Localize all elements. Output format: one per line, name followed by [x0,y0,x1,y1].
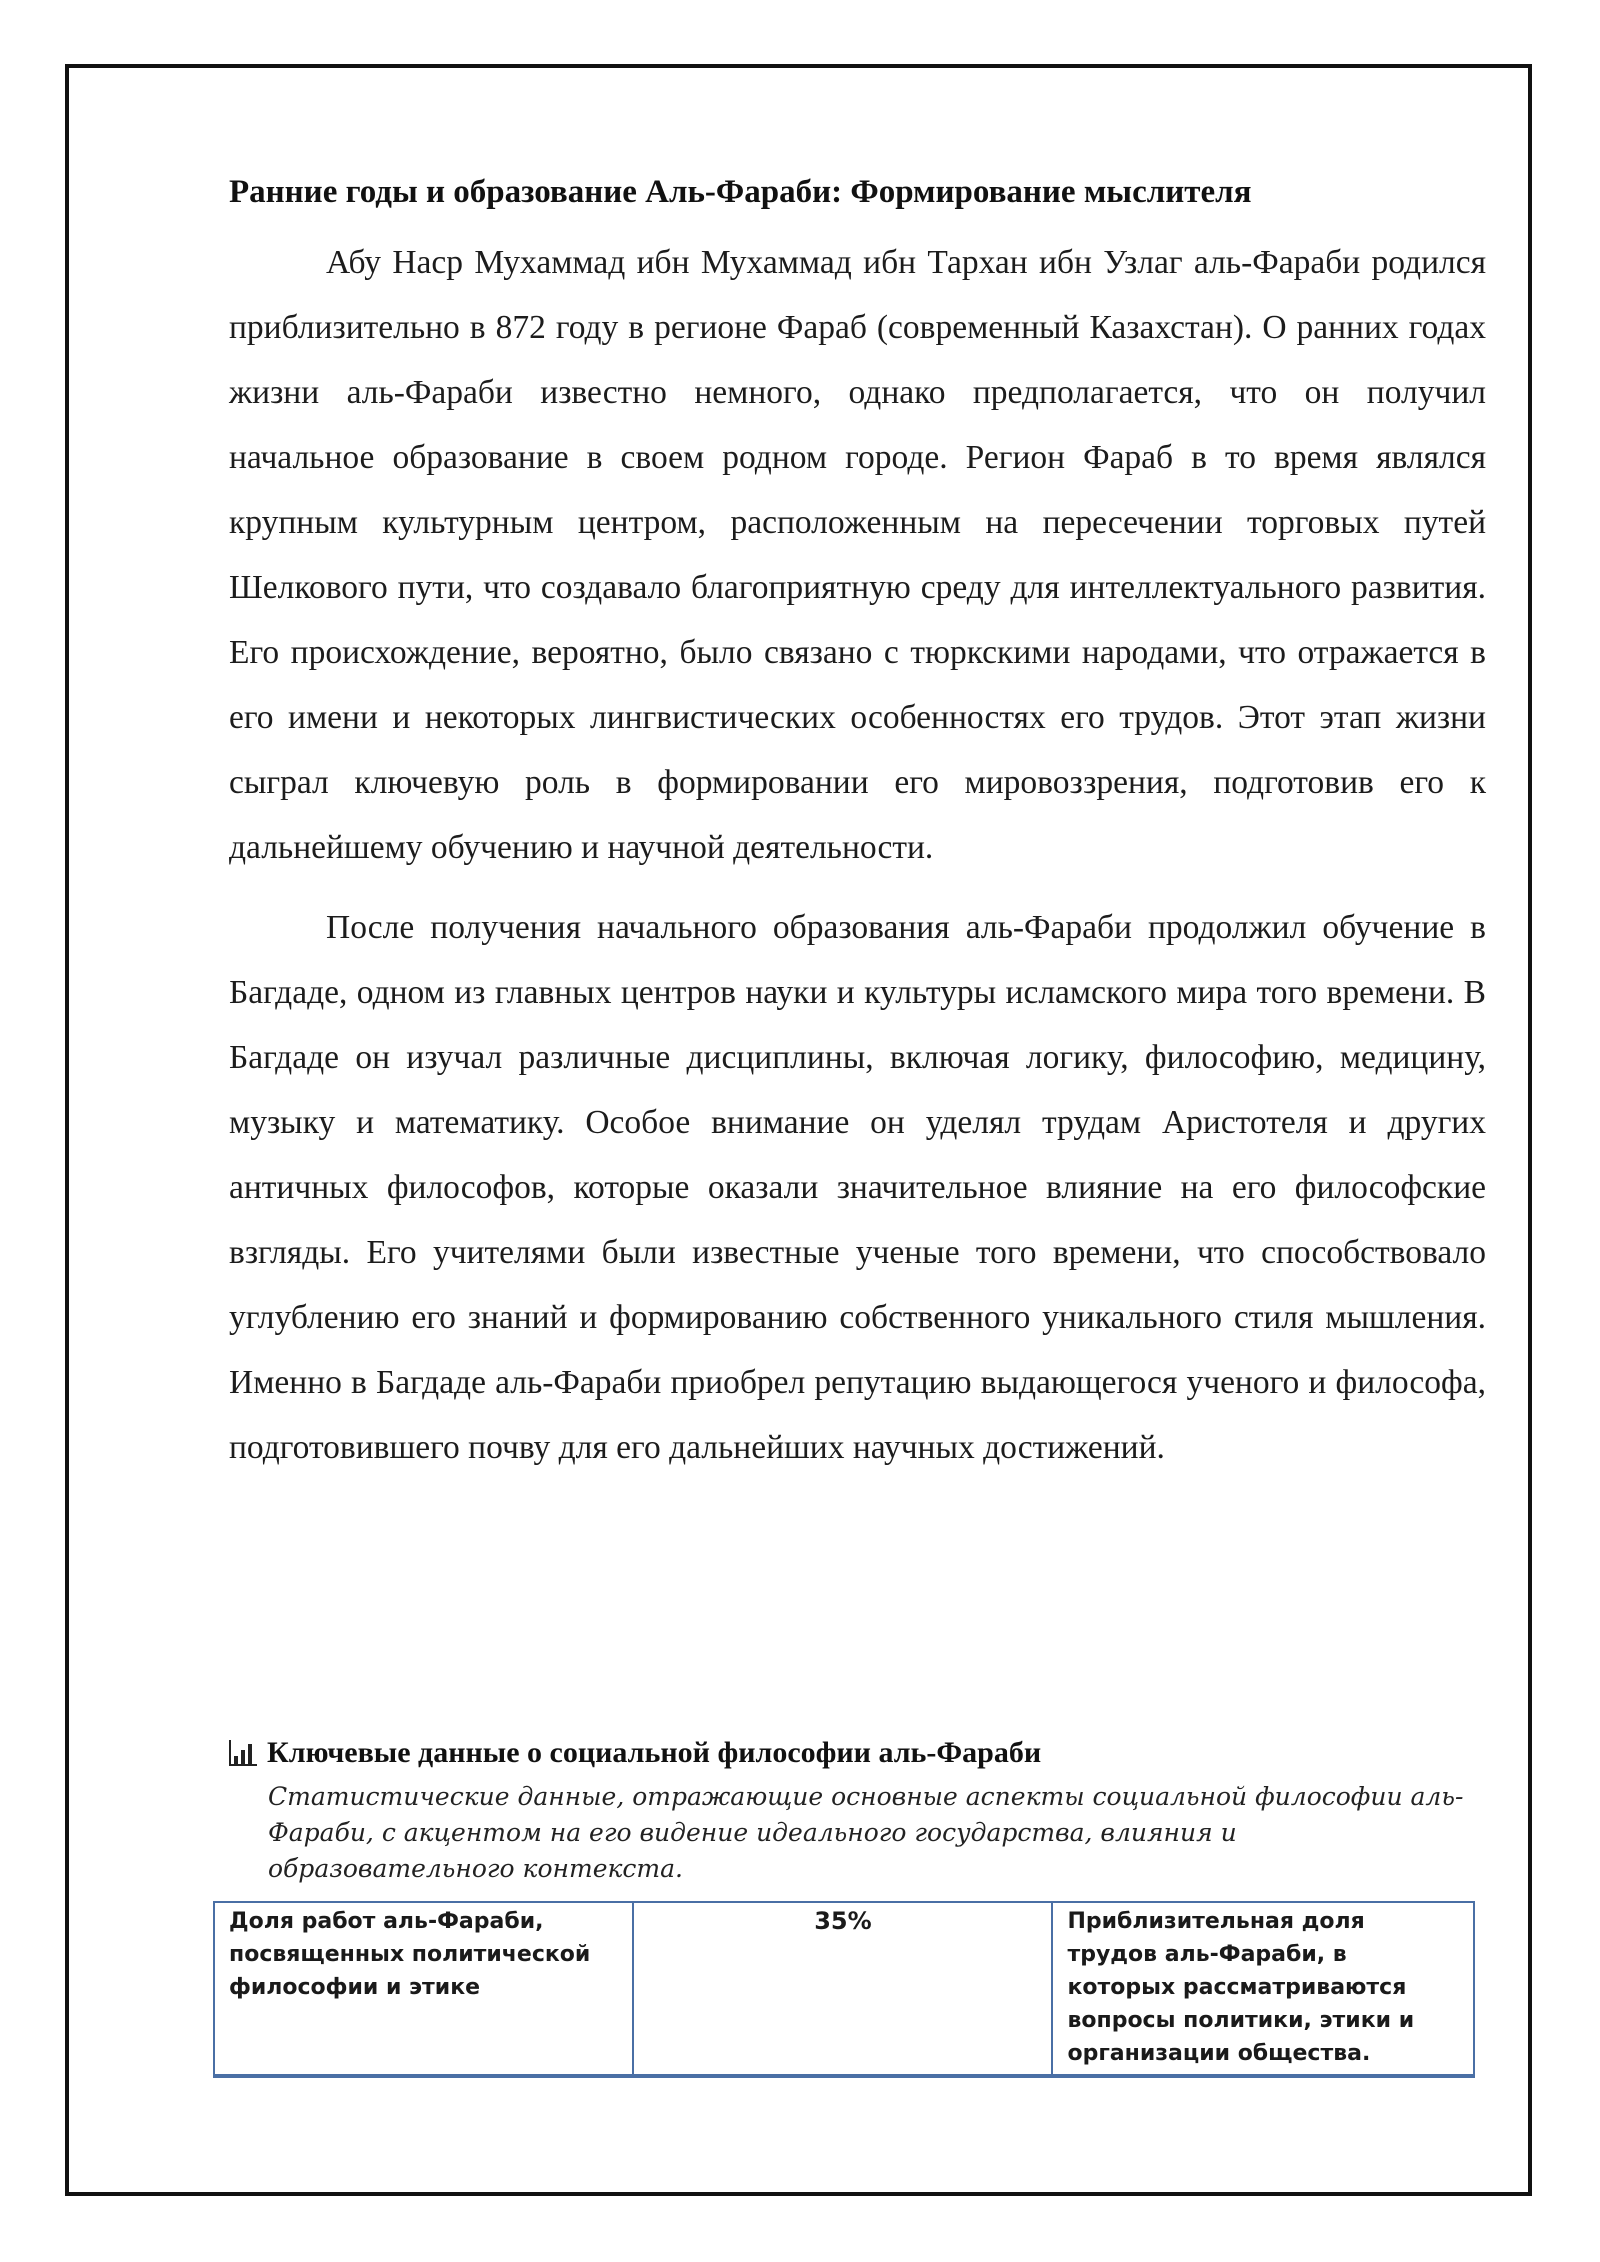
stats-title: Ключевые данные о социальной философии аль-Фараби [267,1736,1042,1769]
document-body [229,170,1486,1495]
stats-section [229,1733,1489,2078]
stats-table [213,1901,1475,2078]
table-cell-description: Приблизительная доля трудов аль-Фараби, в которых рассматриваются вопросы политики, этики и организации общества. [1052,1902,1474,2076]
table-row [214,1902,1474,2076]
section-heading: Ранние годы и образование Аль-Фараби: Формирование мыслителя [229,174,1252,210]
stats-title-row [229,1733,1489,1773]
table-cell-label: Доля работ аль-Фараби, посвященных политической философии и этике [214,1902,633,2076]
bar-chart-icon [229,1740,257,1766]
paragraph-early-years: Абу Наср Мухаммад ибн Мухаммад ибн Тархан ибн Узлаг аль-Фараби родился приблизительно в 872 году в регионе Фараб (современный Казахстан). О ранних годах жизни аль-Фараби известно немного, однако предполагается, что он получил начальное образование в своем родном городе. Регион Фараб в то время являлся крупным культурным центром, расположенным на пересечении торговых путей Шелкового пути, что создавало благоприятную среду для интеллектуального развития. Его происхождение, вероятно, было связано с тюркскими народами, что отражается в его имени и некоторых лингвистических особенностях его трудов. Этот этап жизни сыграл ключевую роль в формировании его мировоззрения, подготовив его к дальнейшему обучению и научной деятельности. [229,244,1486,866]
stats-caption: Статистические данные, отражающие основные аспекты социальной философии аль-Фараби, с акцентом на его видение идеального государства, влияния и образовательного контекста. [268,1782,1464,1883]
paragraph-baghdad-education: После получения начального образования аль-Фараби продолжил обучение в Багдаде, одном из главных центров науки и культуры исламского мира того времени. В Багдаде он изучал различные дисциплины, включая логику, философию, медицину, музыку и математику. Особое внимание он уделял трудам Аристотеля и других античных философов, которые оказали значительное влияние на его философские взгляды. Его учителями были известные ученые того времени, что способствовало углублению его знаний и формированию собственного уникального стиля мышления. Именно в Багдаде аль-Фараби приобрел репутацию выдающегося ученого и философа, подготовившего почву для его дальнейших научных достижений. [229,909,1486,1466]
table-cell-value: 35% [633,1902,1052,2076]
